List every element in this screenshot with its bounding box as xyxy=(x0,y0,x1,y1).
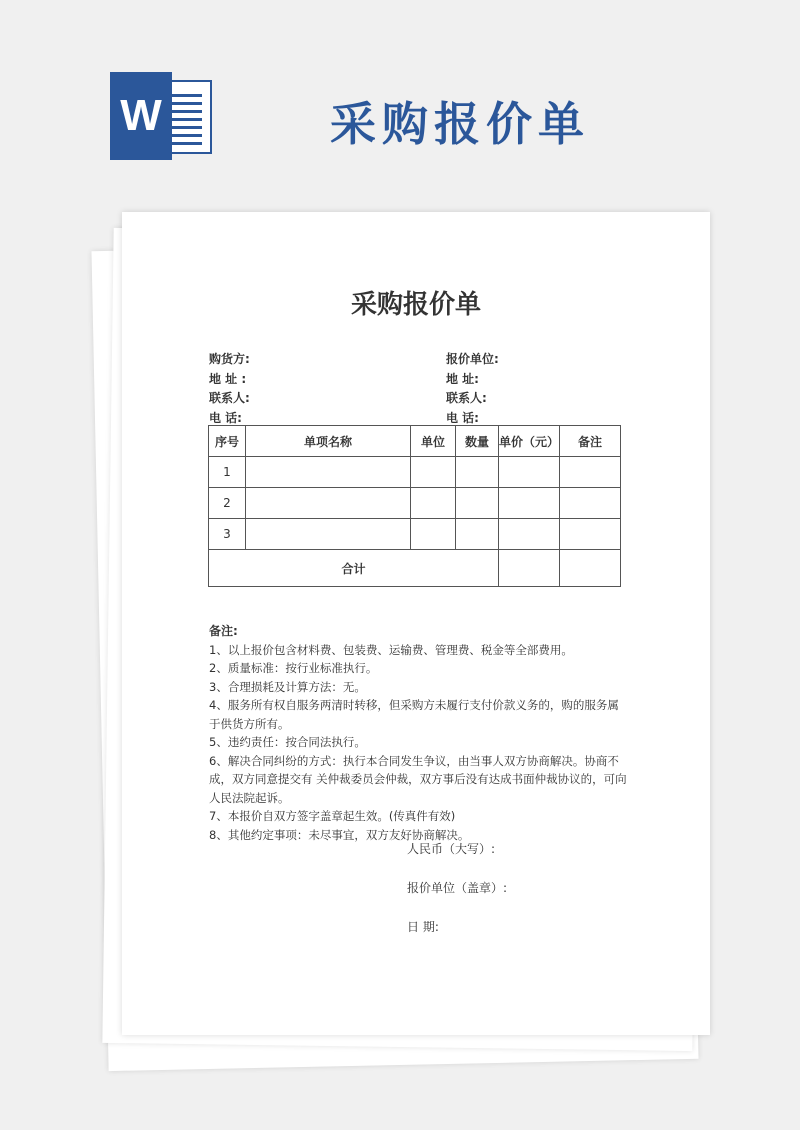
buyer-field: 地 址 : xyxy=(209,371,247,386)
table-header: 单位 xyxy=(411,426,456,457)
table-row xyxy=(209,488,621,519)
table-cell[interactable] xyxy=(246,488,411,519)
quote-table xyxy=(208,425,621,587)
table-cell[interactable] xyxy=(499,488,560,519)
buyer-info xyxy=(209,350,250,428)
seller-field: 报价单位: xyxy=(446,352,499,366)
date-label: 日 期: xyxy=(407,920,439,934)
seller-info xyxy=(446,350,499,428)
table-cell[interactable] xyxy=(499,457,560,488)
banner-title: 采购报价单 xyxy=(330,97,590,151)
buyer-field: 购货方: xyxy=(209,352,250,366)
table-cell[interactable] xyxy=(499,519,560,550)
word-logo xyxy=(110,72,214,160)
note-item: 4、服务所有权自服务两清时转移，但采购方未履行支付价款义务的，购的服务属于供货方所有。 xyxy=(209,698,619,731)
table-row xyxy=(209,519,621,550)
total-label: 合计 xyxy=(209,550,499,587)
note-item: 7、本报价自双方签字盖章起生效。(传真件有效) xyxy=(209,809,456,823)
notes-section xyxy=(209,622,629,844)
table-cell[interactable] xyxy=(456,488,499,519)
amount-in-words-label: 人民币（大写）: xyxy=(407,842,496,856)
table-cell[interactable] xyxy=(456,519,499,550)
note-item: 3、合理损耗及计算方法：无。 xyxy=(209,679,366,694)
table-header-row xyxy=(209,426,621,457)
buyer-field: 电 话: xyxy=(209,410,242,425)
buyer-field: 联系人: xyxy=(209,391,250,405)
note-item: 1、以上报价包含材料费、包装费、运输费、管理费、税金等全部费用。 xyxy=(209,642,573,657)
table-cell[interactable]: 2 xyxy=(209,488,246,519)
table-cell[interactable]: 1 xyxy=(209,457,246,488)
total-price-cell[interactable] xyxy=(499,550,560,587)
table-cell[interactable] xyxy=(246,519,411,550)
seller-field: 电 话: xyxy=(446,410,479,425)
table-cell[interactable] xyxy=(560,519,621,550)
table-total-row xyxy=(209,550,621,587)
table-header: 备注 xyxy=(560,426,621,457)
table-cell[interactable] xyxy=(456,457,499,488)
seller-field: 联系人: xyxy=(446,391,487,405)
notes-heading: 备注: xyxy=(209,624,238,638)
table-header: 单价（元） xyxy=(499,426,560,457)
table-cell[interactable] xyxy=(560,457,621,488)
document-page xyxy=(122,212,710,1035)
note-item: 5、违约责任：按合同法执行。 xyxy=(209,735,366,749)
seal-label: 报价单位（盖章）: xyxy=(407,881,508,895)
table-cell[interactable] xyxy=(246,457,411,488)
note-item: 8、其他约定事项：未尽事宜，双方友好协商解决。 xyxy=(209,827,470,842)
table-header: 数量 xyxy=(456,426,499,457)
note-item: 6、解决合同纠纷的方式：执行本合同发生争议，由当事人双方协商解决。协商不成，双方同意提交有 关仲裁委员会仲裁，双方事后没有达成书面仲裁协议的，可向人民法院起诉。 xyxy=(209,753,627,805)
table-cell[interactable] xyxy=(411,488,456,519)
table-cell[interactable]: 3 xyxy=(209,519,246,550)
table-cell[interactable] xyxy=(411,457,456,488)
document-title: 采购报价单 xyxy=(350,290,481,320)
word-w-icon: W xyxy=(110,72,172,160)
seller-field: 地 址: xyxy=(446,371,479,386)
total-remark-cell[interactable] xyxy=(560,550,621,587)
table-header: 单项名称 xyxy=(246,426,411,457)
table-cell[interactable] xyxy=(560,488,621,519)
note-item: 2、质量标准：按行业标准执行。 xyxy=(209,661,378,675)
table-cell[interactable] xyxy=(411,519,456,550)
table-row xyxy=(209,457,621,488)
table-header: 序号 xyxy=(209,426,246,457)
